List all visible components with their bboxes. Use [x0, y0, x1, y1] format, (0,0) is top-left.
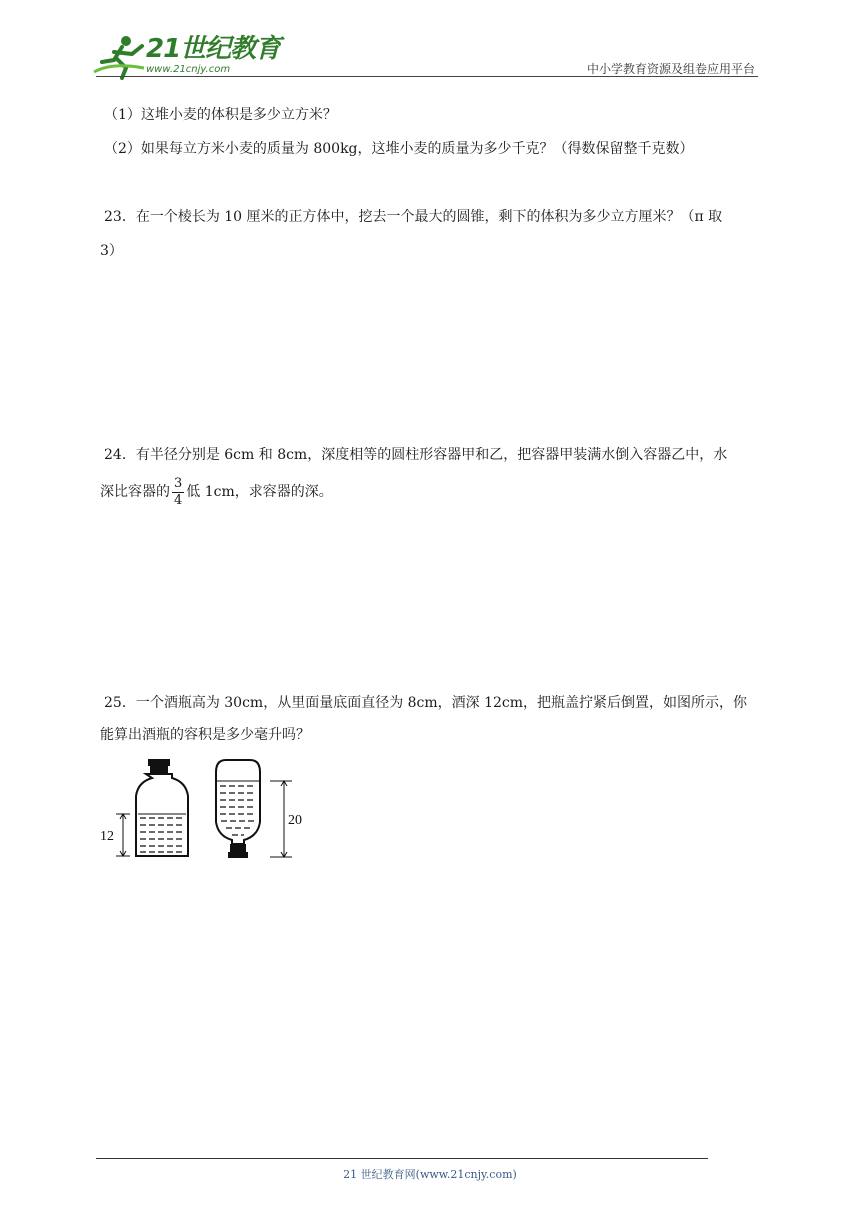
bottle-figure — [98, 756, 314, 862]
q23-line2: 3） — [100, 243, 123, 259]
q22-sub1: （1）这堆小麦的体积是多少立方米？ — [104, 107, 337, 123]
q24-line2-post: 低 1cm，求容器的深。 — [186, 484, 333, 500]
logo-title: 21世纪教育 — [146, 34, 281, 64]
q24-line1: 24．有半径分别是 6cm 和 8cm，深度相等的圆柱形容器甲和乙，把容器甲装满水倒入容器乙中，水 — [104, 447, 728, 463]
q24-line2-pre: 深比容器的 — [100, 484, 170, 500]
header-platform-text: 中小学教育资源及组卷应用平台 — [586, 62, 755, 76]
inverted-bottle — [216, 760, 292, 858]
q25-line2: 能算出酒瓶的容积是多少毫升吗？ — [100, 727, 310, 743]
q22-sub2: （2）如果每立方米小麦的质量为 800kg，这堆小麦的质量为多少千克？（得数保留整千克数） — [104, 141, 694, 157]
footer-divider — [96, 1158, 708, 1159]
fraction-denominator: 4 — [174, 492, 183, 508]
footer-text: 21 世纪教育网(www.21cnjy.com) — [343, 1168, 517, 1181]
label-20: 20 — [288, 813, 302, 828]
q25-line1: 25．一个酒瓶高为 30cm，从里面量底面直径为 8cm，酒深 12cm，把瓶盖拧紧后倒置，如图所示，你 — [104, 695, 748, 711]
label-12: 12 — [100, 829, 114, 844]
fraction-numerator: 3 — [174, 475, 183, 491]
q24-line2 — [100, 474, 333, 510]
header-divider — [96, 76, 758, 77]
fraction — [172, 476, 184, 509]
runner-logo-icon — [92, 32, 148, 80]
logo-url: www.21cnjy.com — [146, 64, 231, 75]
q23-line1: 23．在一个棱长为 10 厘米的正方体中，挖去一个最大的圆锥，剩下的体积为多少立方厘米？（π 取 — [104, 209, 723, 225]
upright-bottle — [116, 759, 188, 856]
